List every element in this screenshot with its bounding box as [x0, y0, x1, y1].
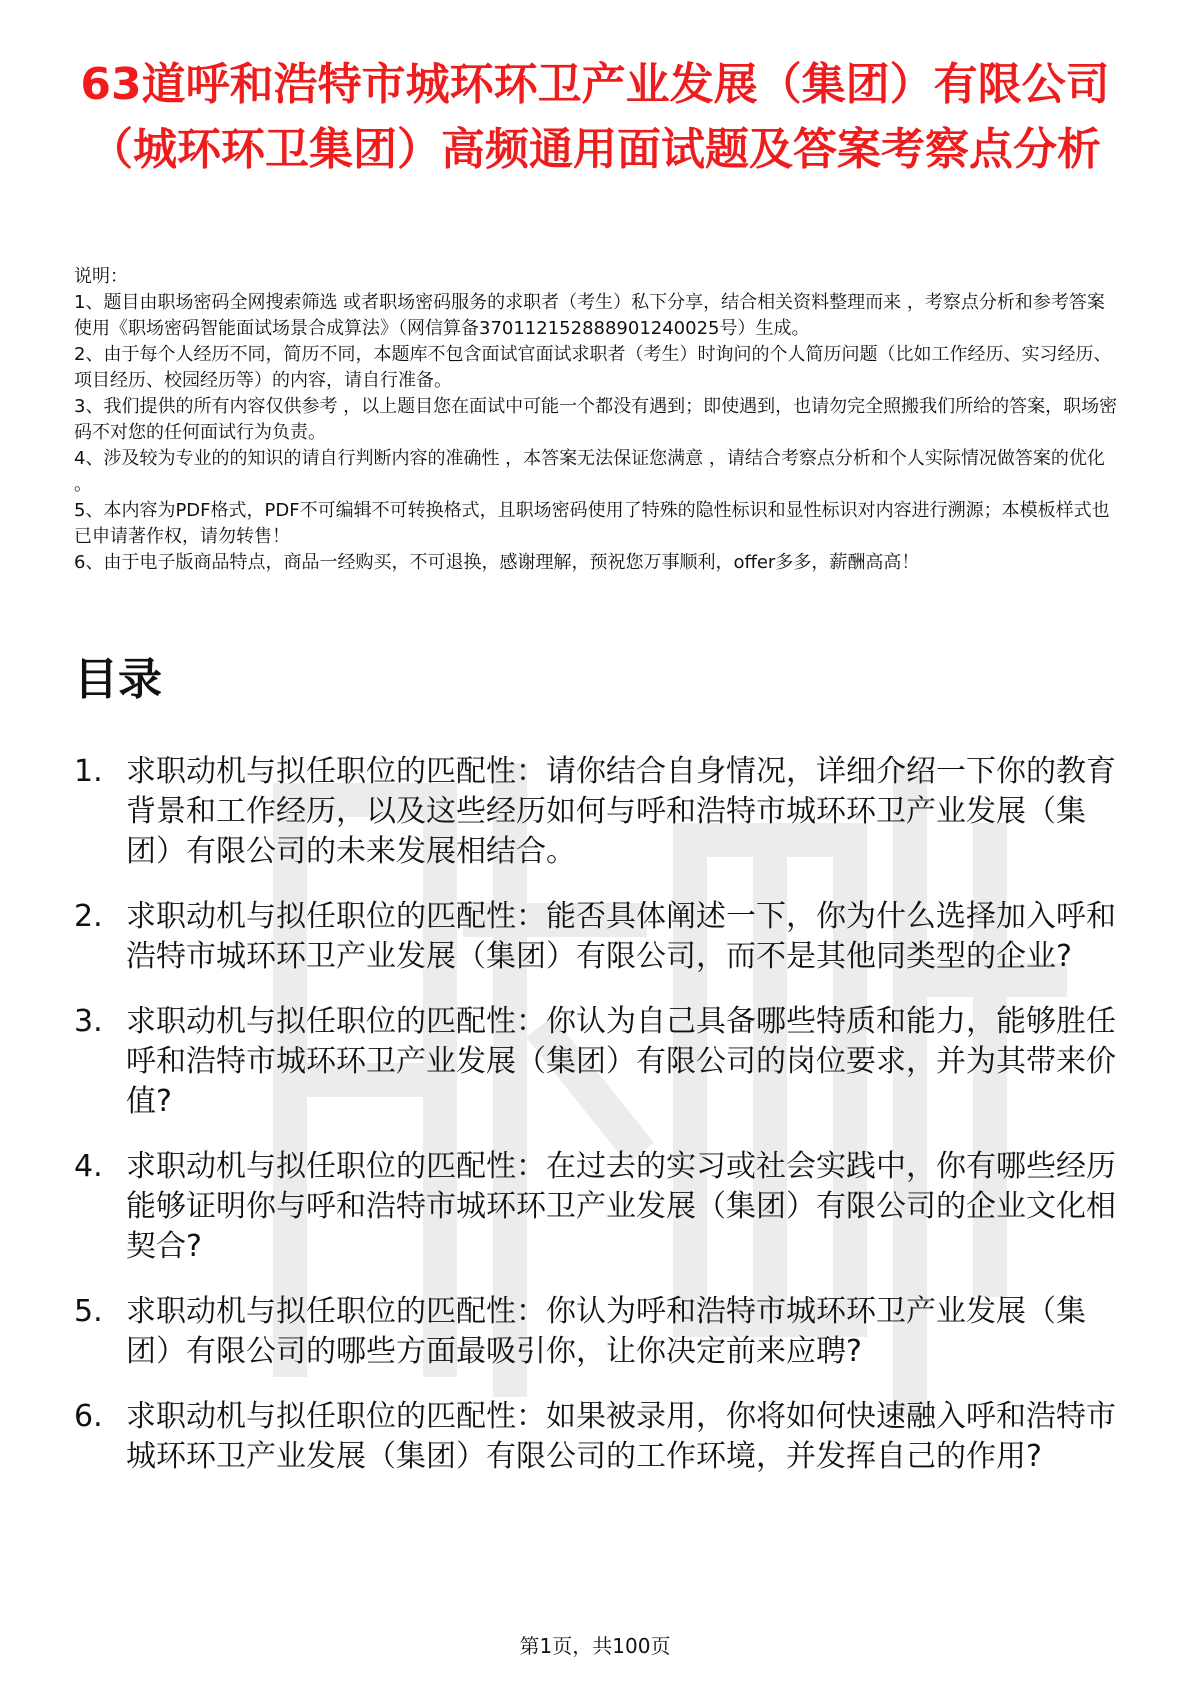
toc-item-number: 4. [74, 1149, 103, 1184]
toc-item-text: 求职动机与拟任职位的匹配性：如果被录用，你将如何快速融入呼和浩特市城环环卫产业发展（集团）有限公司的工作环境，并发挥自己的作用? [126, 1399, 1116, 1474]
note-item: 2、由于每个人经历不同，简历不同，本题库不包含面试官面试求职者（考生）时询问的个人简历问题（比如工作经历、实习经历、项目经历、校园经历等）的内容，请自行准备。 [74, 344, 1112, 391]
toc-item-number: 1. [74, 754, 103, 789]
toc-item-text: 求职动机与拟任职位的匹配性：能否具体阐述一下，你为什么选择加入呼和浩特市城环环卫产业发展（集团）有限公司，而不是其他同类型的企业? [126, 899, 1116, 974]
toc-item-text: 求职动机与拟任职位的匹配性：你认为自己具备哪些特质和能力，能够胜任呼和浩特市城环环卫产业发展（集团）有限公司的岗位要求，并为其带来价值? [126, 1004, 1116, 1119]
toc-item-number: 2. [74, 899, 103, 934]
notes-label: 说明： [74, 266, 128, 287]
toc-item [74, 1147, 1120, 1267]
toc-item [74, 752, 1120, 872]
toc-item [74, 1397, 1120, 1477]
page-footer: 第1页，共100页 [519, 1634, 671, 1658]
toc-item-number: 3. [74, 1004, 103, 1039]
note-item: 3、我们提供的所有内容仅供参考 ，以上题目您在面试中可能一个都没有遇到；即使遇到，也请勿完全照搬我们所给的答案，职场密码不对您的任何面试行为负责。 [74, 396, 1118, 443]
notes-section [74, 264, 1120, 576]
toc-item-number: 5. [74, 1294, 103, 1329]
toc-item [74, 897, 1120, 977]
toc-list [74, 752, 1120, 1502]
note-item: 6、由于电子版商品特点，商品一经购买，不可退换，感谢理解，预祝您万事顺利，offer多多，薪酬高高！ [74, 552, 920, 573]
note-item: 1、题目由职场密码全网搜索筛选 或者职场密码服务的求职者（考生）私下分享，结合相关资料整理而来 ，考察点分析和参考答案使用《职场密码智能面试场景合成算法》（网信算备370112152888901240025号）生成。 [74, 292, 1105, 339]
toc-item-text: 求职动机与拟任职位的匹配性：请你结合自身情况，详细介绍一下你的教育背景和工作经历，以及这些经历如何与呼和浩特市城环环卫产业发展（集团）有限公司的未来发展相结合。 [126, 754, 1116, 869]
toc-item-number: 6. [74, 1399, 103, 1434]
note-item: 4、涉及较为专业的的知识的请自行判断内容的准确性 ，本答案无法保证您满意 ，请结合考察点分析和个人实际情况做答案的优化 。 [74, 448, 1105, 495]
toc-item [74, 1002, 1120, 1122]
toc-item-text: 求职动机与拟任职位的匹配性：在过去的实习或社会实践中，你有哪些经历能够证明你与呼和浩特市城环环卫产业发展（集团）有限公司的企业文化相契合? [126, 1149, 1116, 1264]
toc-item [74, 1292, 1120, 1372]
document-title: 63道呼和浩特市城环环卫产业发展（集团）有限公司（城环环卫集团）高频通用面试题及答案考察点分析 [80, 59, 1110, 175]
toc-item-text: 求职动机与拟任职位的匹配性：你认为呼和浩特市城环环卫产业发展（集团）有限公司的哪些方面最吸引你，让你决定前来应聘? [126, 1294, 1086, 1369]
note-item: 5、本内容为PDF格式，PDF不可编辑不可转换格式，且职场密码使用了特殊的隐性标识和显性标识对内容进行溯源；本模板样式也已申请著作权，请勿转售！ [74, 500, 1110, 547]
toc-heading: 目录 [74, 654, 162, 705]
